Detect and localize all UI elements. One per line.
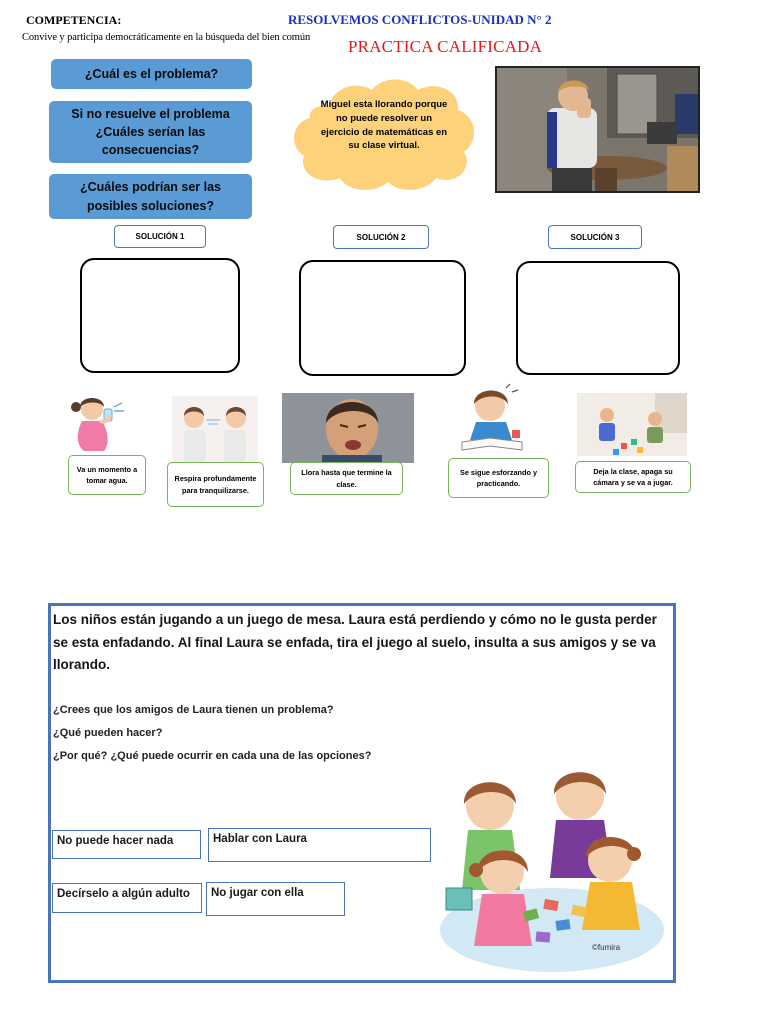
- question-box-consequences: Si no resuelve el problema ¿Cuáles serían las consecuencias?: [49, 101, 252, 163]
- solution-1-answer-box[interactable]: [80, 258, 240, 373]
- cloud-text: Miguel esta llorando porque no puede resolver un ejercicio de matemáticas en su clase virtual.: [320, 99, 448, 152]
- scenario-option-talk-to-laura[interactable]: Hablar con Laura: [208, 828, 431, 862]
- boy-crying-photo: [282, 393, 414, 463]
- option-caption-keep-trying: Se sigue esforzando y practicando.: [448, 458, 549, 498]
- unit-title: RESOLVEMOS CONFLICTOS-UNIDAD N° 2: [288, 12, 552, 27]
- scenario-question-1: ¿Crees que los amigos de Laura tienen un problema?: [53, 704, 334, 716]
- option-caption-cry: Llora hasta que termine la clase.: [290, 462, 403, 495]
- kids-board-game-illustration: [432, 760, 664, 975]
- option-caption-water: Va un momento a tomar agua.: [68, 455, 146, 495]
- scenario-text: Los niños están jugando a un juego de mesa. Laura está perdiendo y cómo no le gusta perder se esta enfadando. Al final Laura se enfada, tira el juego al suelo, insulta a sus amigos y se va llorando.: [53, 612, 657, 673]
- question-box-problem: ¿Cuál es el problema?: [51, 59, 252, 89]
- illustration-copyright: ©fumira: [592, 943, 621, 952]
- scenario-option-do-nothing[interactable]: No puede hacer nada: [52, 830, 201, 859]
- solution-3-label: SOLUCIÓN 3: [548, 225, 642, 249]
- practice-title: PRACTICA CALIFICADA: [348, 37, 543, 56]
- option-caption-quit-class: Deja la clase, apaga su cámara y se va a jugar.: [575, 461, 691, 493]
- solution-1-label: SOLUCIÓN 1: [114, 225, 206, 248]
- competencia-label: COMPETENCIA:: [26, 13, 122, 27]
- scenario-option-dont-play[interactable]: No jugar con ella: [206, 882, 345, 916]
- girl-drinking-water-illustration: [66, 393, 136, 453]
- scenario-question-2: ¿Qué pueden hacer?: [53, 727, 163, 739]
- scenario-option-tell-adult[interactable]: Decírselo a algún adulto: [52, 883, 202, 913]
- solution-2-answer-box[interactable]: [299, 260, 466, 376]
- scenario-question-3: ¿Por qué? ¿Qué puede ocurrir en cada una de las opciones?: [53, 750, 372, 762]
- boy-studying-illustration: [456, 380, 528, 456]
- solution-2-label: SOLUCIÓN 2: [333, 225, 429, 249]
- solution-3-answer-box[interactable]: [516, 261, 680, 375]
- boy-playing-toys-photo: [577, 393, 687, 456]
- competencia-text: Convive y participa democráticamente en la búsqueda del bien común: [22, 32, 311, 43]
- kids-breathing-illustration: [172, 396, 258, 462]
- option-caption-breathe: Respira profundamente para tranquilizarse.: [167, 462, 264, 507]
- question-box-solutions: ¿Cuáles podrían ser las posibles soluciones?: [49, 174, 252, 219]
- boy-crying-at-desk-photo: [495, 66, 700, 193]
